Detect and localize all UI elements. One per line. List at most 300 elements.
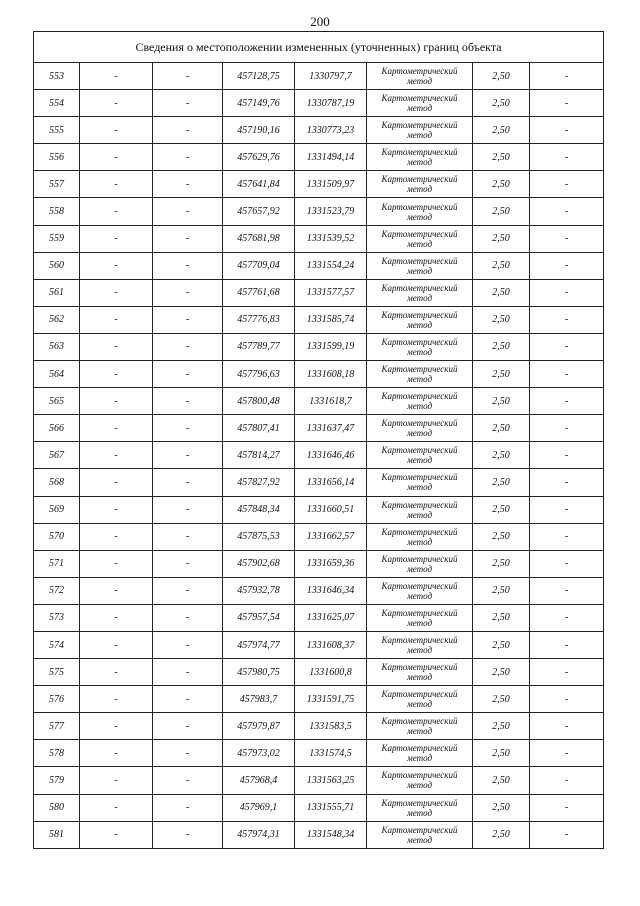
method-line-1: Картометрический bbox=[381, 255, 458, 266]
dash-cell-2: - bbox=[153, 740, 223, 767]
x-coordinate-cell: 457789,77 bbox=[223, 333, 295, 360]
dash-cell-1: - bbox=[80, 252, 153, 279]
accuracy-cell: 2,50 bbox=[473, 388, 530, 415]
point-number-cell: 578 bbox=[34, 740, 80, 767]
dash-cell-3: - bbox=[530, 279, 604, 306]
accuracy-cell: 2,50 bbox=[473, 117, 530, 144]
point-number-cell: 553 bbox=[34, 63, 80, 90]
x-coordinate-cell: 457629,76 bbox=[223, 144, 295, 171]
y-coordinate-cell: 1331646,34 bbox=[295, 577, 367, 604]
table-row bbox=[34, 198, 604, 225]
table-row bbox=[34, 144, 604, 171]
point-number-cell: 569 bbox=[34, 496, 80, 523]
y-coordinate-cell: 1331548,34 bbox=[295, 821, 367, 848]
point-number-cell: 576 bbox=[34, 686, 80, 713]
dash-cell-3: - bbox=[530, 117, 604, 144]
y-coordinate-cell: 1331494,14 bbox=[295, 144, 367, 171]
method-line-1: Картометрический bbox=[381, 228, 458, 239]
accuracy-cell: 2,50 bbox=[473, 794, 530, 821]
method-line-1: Картометрический bbox=[381, 770, 458, 781]
method-cell bbox=[367, 523, 473, 550]
point-number-cell: 566 bbox=[34, 415, 80, 442]
dash-cell-3: - bbox=[530, 794, 604, 821]
table-row bbox=[34, 469, 604, 496]
point-number-cell: 555 bbox=[34, 117, 80, 144]
dash-cell-2: - bbox=[153, 388, 223, 415]
y-coordinate-cell: 1331554,24 bbox=[295, 252, 367, 279]
method-cell bbox=[367, 550, 473, 577]
point-number-cell: 577 bbox=[34, 713, 80, 740]
dash-cell-1: - bbox=[80, 713, 153, 740]
point-number-cell: 572 bbox=[34, 577, 80, 604]
table-row bbox=[34, 550, 604, 577]
dash-cell-1: - bbox=[80, 604, 153, 631]
x-coordinate-cell: 457128,75 bbox=[223, 63, 295, 90]
method-line-2: метод bbox=[406, 374, 433, 385]
accuracy-cell: 2,50 bbox=[473, 252, 530, 279]
page-number: 200 bbox=[310, 14, 330, 29]
x-coordinate-cell: 457827,92 bbox=[223, 469, 295, 496]
point-number-cell: 562 bbox=[34, 306, 80, 333]
point-number-cell: 568 bbox=[34, 469, 80, 496]
accuracy-cell: 2,50 bbox=[473, 659, 530, 686]
method-line-1: Картометрический bbox=[381, 553, 458, 564]
point-number-cell: 556 bbox=[34, 144, 80, 171]
dash-cell-3: - bbox=[530, 713, 604, 740]
method-line-1: Картометрический bbox=[381, 472, 458, 483]
dash-cell-3: - bbox=[530, 577, 604, 604]
point-number-cell: 565 bbox=[34, 388, 80, 415]
dash-cell-3: - bbox=[530, 821, 604, 848]
table-row bbox=[34, 63, 604, 90]
method-line-1: Картометрический bbox=[381, 418, 458, 429]
table-row bbox=[34, 686, 604, 713]
method-line-2: метод bbox=[406, 238, 433, 249]
table-row bbox=[34, 442, 604, 469]
point-number-cell: 563 bbox=[34, 333, 80, 360]
point-number-cell: 560 bbox=[34, 252, 80, 279]
dash-cell-2: - bbox=[153, 63, 223, 90]
accuracy-cell: 2,50 bbox=[473, 631, 530, 658]
method-line-1: Картометрический bbox=[381, 309, 458, 320]
x-coordinate-cell: 457190,16 bbox=[223, 117, 295, 144]
table-row bbox=[34, 577, 604, 604]
table-title: Сведения о местоположении измененных (уточненных) границ объекта bbox=[34, 32, 604, 63]
boundary-coordinates-table bbox=[33, 31, 604, 849]
x-coordinate-cell: 457957,54 bbox=[223, 604, 295, 631]
table-row bbox=[34, 740, 604, 767]
method-cell bbox=[367, 713, 473, 740]
method-line-2: метод bbox=[406, 211, 433, 222]
method-line-1: Картометрический bbox=[381, 93, 458, 104]
dash-cell-2: - bbox=[153, 198, 223, 225]
table-row bbox=[34, 117, 604, 144]
dash-cell-2: - bbox=[153, 144, 223, 171]
method-cell bbox=[367, 577, 473, 604]
table-row bbox=[34, 306, 604, 333]
dash-cell-1: - bbox=[80, 90, 153, 117]
table-row bbox=[34, 361, 604, 388]
method-line-1: Картометрический bbox=[381, 391, 458, 402]
method-cell bbox=[367, 279, 473, 306]
dash-cell-1: - bbox=[80, 63, 153, 90]
y-coordinate-cell: 1331583,5 bbox=[295, 713, 367, 740]
dash-cell-1: - bbox=[80, 415, 153, 442]
table-row bbox=[34, 90, 604, 117]
x-coordinate-cell: 457681,98 bbox=[223, 225, 295, 252]
x-coordinate-cell: 457796,63 bbox=[223, 361, 295, 388]
dash-cell-1: - bbox=[80, 577, 153, 604]
dash-cell-1: - bbox=[80, 171, 153, 198]
dash-cell-1: - bbox=[80, 469, 153, 496]
method-line-1: Картометрический bbox=[381, 662, 458, 673]
dash-cell-2: - bbox=[153, 117, 223, 144]
dash-cell-1: - bbox=[80, 306, 153, 333]
dash-cell-3: - bbox=[530, 225, 604, 252]
y-coordinate-cell: 1331539,52 bbox=[295, 225, 367, 252]
dash-cell-2: - bbox=[153, 415, 223, 442]
method-line-2: метод bbox=[406, 834, 433, 845]
y-coordinate-cell: 1331637,47 bbox=[295, 415, 367, 442]
table-row bbox=[34, 415, 604, 442]
dash-cell-3: - bbox=[530, 604, 604, 631]
dash-cell-1: - bbox=[80, 198, 153, 225]
dash-cell-3: - bbox=[530, 63, 604, 90]
y-coordinate-cell: 1331608,37 bbox=[295, 631, 367, 658]
method-cell bbox=[367, 306, 473, 333]
x-coordinate-cell: 457807,41 bbox=[223, 415, 295, 442]
method-line-1: Картометрический bbox=[381, 607, 458, 618]
method-line-1: Картометрический bbox=[381, 689, 458, 700]
dash-cell-3: - bbox=[530, 550, 604, 577]
table-row bbox=[34, 821, 604, 848]
method-cell bbox=[367, 117, 473, 144]
y-coordinate-cell: 1330773,23 bbox=[295, 117, 367, 144]
y-coordinate-cell: 1331591,75 bbox=[295, 686, 367, 713]
method-line-1: Картометрический bbox=[381, 66, 458, 77]
dash-cell-3: - bbox=[530, 252, 604, 279]
table-body bbox=[34, 63, 604, 849]
y-coordinate-cell: 1331599,19 bbox=[295, 333, 367, 360]
accuracy-cell: 2,50 bbox=[473, 686, 530, 713]
dash-cell-2: - bbox=[153, 631, 223, 658]
dash-cell-3: - bbox=[530, 523, 604, 550]
method-cell bbox=[367, 144, 473, 171]
accuracy-cell: 2,50 bbox=[473, 469, 530, 496]
dash-cell-3: - bbox=[530, 90, 604, 117]
method-line-1: Картометрический bbox=[381, 120, 458, 131]
method-line-2: метод bbox=[406, 455, 433, 466]
y-coordinate-cell: 1331577,57 bbox=[295, 279, 367, 306]
method-cell bbox=[367, 225, 473, 252]
table-row bbox=[34, 767, 604, 794]
y-coordinate-cell: 1331509,97 bbox=[295, 171, 367, 198]
x-coordinate-cell: 457800,48 bbox=[223, 388, 295, 415]
table-row bbox=[34, 496, 604, 523]
dash-cell-1: - bbox=[80, 659, 153, 686]
dash-cell-1: - bbox=[80, 550, 153, 577]
x-coordinate-cell: 457641,84 bbox=[223, 171, 295, 198]
table-row bbox=[34, 225, 604, 252]
dash-cell-1: - bbox=[80, 631, 153, 658]
accuracy-cell: 2,50 bbox=[473, 198, 530, 225]
y-coordinate-cell: 1330787,19 bbox=[295, 90, 367, 117]
method-line-1: Картометрический bbox=[381, 580, 458, 591]
table-row bbox=[34, 171, 604, 198]
method-line-2: метод bbox=[406, 590, 433, 601]
point-number-cell: 567 bbox=[34, 442, 80, 469]
accuracy-cell: 2,50 bbox=[473, 415, 530, 442]
dash-cell-1: - bbox=[80, 496, 153, 523]
dash-cell-1: - bbox=[80, 333, 153, 360]
accuracy-cell: 2,50 bbox=[473, 144, 530, 171]
method-cell bbox=[367, 686, 473, 713]
y-coordinate-cell: 1331608,18 bbox=[295, 361, 367, 388]
x-coordinate-cell: 457902,68 bbox=[223, 550, 295, 577]
method-line-1: Картометрический bbox=[381, 282, 458, 293]
accuracy-cell: 2,50 bbox=[473, 225, 530, 252]
point-number-cell: 579 bbox=[34, 767, 80, 794]
method-line-1: Картометрический bbox=[381, 201, 458, 212]
y-coordinate-cell: 1331600,8 bbox=[295, 659, 367, 686]
dash-cell-2: - bbox=[153, 171, 223, 198]
method-line-2: метод bbox=[406, 428, 433, 439]
method-line-1: Картометрический bbox=[381, 499, 458, 510]
method-line-1: Картометрический bbox=[381, 635, 458, 646]
accuracy-cell: 2,50 bbox=[473, 713, 530, 740]
x-coordinate-cell: 457709,04 bbox=[223, 252, 295, 279]
point-number-cell: 557 bbox=[34, 171, 80, 198]
method-cell bbox=[367, 794, 473, 821]
method-line-2: метод bbox=[406, 265, 433, 276]
method-cell bbox=[367, 469, 473, 496]
method-line-1: Картометрический bbox=[381, 716, 458, 727]
method-line-2: метод bbox=[406, 346, 433, 357]
dash-cell-3: - bbox=[530, 306, 604, 333]
table-row bbox=[34, 713, 604, 740]
method-cell bbox=[367, 63, 473, 90]
x-coordinate-cell: 457974,77 bbox=[223, 631, 295, 658]
accuracy-cell: 2,50 bbox=[473, 333, 530, 360]
x-coordinate-cell: 457814,27 bbox=[223, 442, 295, 469]
accuracy-cell: 2,50 bbox=[473, 306, 530, 333]
accuracy-cell: 2,50 bbox=[473, 767, 530, 794]
table-row bbox=[34, 523, 604, 550]
accuracy-cell: 2,50 bbox=[473, 63, 530, 90]
dash-cell-3: - bbox=[530, 388, 604, 415]
dash-cell-1: - bbox=[80, 686, 153, 713]
dash-cell-1: - bbox=[80, 821, 153, 848]
dash-cell-2: - bbox=[153, 659, 223, 686]
y-coordinate-cell: 1331555,71 bbox=[295, 794, 367, 821]
x-coordinate-cell: 457149,76 bbox=[223, 90, 295, 117]
y-coordinate-cell: 1331523,79 bbox=[295, 198, 367, 225]
method-cell bbox=[367, 252, 473, 279]
accuracy-cell: 2,50 bbox=[473, 577, 530, 604]
dash-cell-3: - bbox=[530, 198, 604, 225]
y-coordinate-cell: 1331585,74 bbox=[295, 306, 367, 333]
dash-cell-3: - bbox=[530, 144, 604, 171]
dash-cell-3: - bbox=[530, 469, 604, 496]
method-line-2: метод bbox=[406, 401, 433, 412]
y-coordinate-cell: 1331646,46 bbox=[295, 442, 367, 469]
method-line-2: метод bbox=[406, 103, 433, 114]
dash-cell-1: - bbox=[80, 144, 153, 171]
method-line-1: Картометрический bbox=[381, 824, 458, 835]
method-line-2: метод bbox=[406, 184, 433, 195]
table-row bbox=[34, 794, 604, 821]
x-coordinate-cell: 457980,75 bbox=[223, 659, 295, 686]
dash-cell-2: - bbox=[153, 794, 223, 821]
method-cell bbox=[367, 198, 473, 225]
table-row bbox=[34, 279, 604, 306]
method-cell bbox=[367, 415, 473, 442]
point-number-cell: 554 bbox=[34, 90, 80, 117]
method-cell bbox=[367, 442, 473, 469]
x-coordinate-cell: 457848,34 bbox=[223, 496, 295, 523]
point-number-cell: 581 bbox=[34, 821, 80, 848]
method-line-2: метод bbox=[406, 292, 433, 303]
dash-cell-1: - bbox=[80, 225, 153, 252]
method-line-1: Картометрический bbox=[381, 147, 458, 158]
dash-cell-2: - bbox=[153, 333, 223, 360]
y-coordinate-cell: 1331625,07 bbox=[295, 604, 367, 631]
method-line-2: метод bbox=[406, 509, 433, 520]
dash-cell-2: - bbox=[153, 306, 223, 333]
table-row bbox=[34, 631, 604, 658]
table-row bbox=[34, 659, 604, 686]
point-number-cell: 564 bbox=[34, 361, 80, 388]
x-coordinate-cell: 457968,4 bbox=[223, 767, 295, 794]
method-cell bbox=[367, 388, 473, 415]
dash-cell-2: - bbox=[153, 821, 223, 848]
method-line-1: Картометрический bbox=[381, 364, 458, 375]
dash-cell-2: - bbox=[153, 523, 223, 550]
accuracy-cell: 2,50 bbox=[473, 496, 530, 523]
method-line-2: метод bbox=[406, 482, 433, 493]
accuracy-cell: 2,50 bbox=[473, 279, 530, 306]
dash-cell-2: - bbox=[153, 90, 223, 117]
method-line-2: метод bbox=[406, 780, 433, 791]
dash-cell-2: - bbox=[153, 550, 223, 577]
method-cell bbox=[367, 767, 473, 794]
point-number-cell: 574 bbox=[34, 631, 80, 658]
dash-cell-2: - bbox=[153, 225, 223, 252]
dash-cell-2: - bbox=[153, 442, 223, 469]
accuracy-cell: 2,50 bbox=[473, 171, 530, 198]
method-cell bbox=[367, 740, 473, 767]
method-line-1: Картометрический bbox=[381, 445, 458, 456]
method-cell bbox=[367, 90, 473, 117]
y-coordinate-cell: 1331662,57 bbox=[295, 523, 367, 550]
dash-cell-2: - bbox=[153, 361, 223, 388]
dash-cell-2: - bbox=[153, 604, 223, 631]
method-cell bbox=[367, 333, 473, 360]
dash-cell-2: - bbox=[153, 686, 223, 713]
method-line-2: метод bbox=[406, 130, 433, 141]
x-coordinate-cell: 457973,02 bbox=[223, 740, 295, 767]
dash-cell-1: - bbox=[80, 361, 153, 388]
x-coordinate-cell: 457875,53 bbox=[223, 523, 295, 550]
x-coordinate-cell: 457776,83 bbox=[223, 306, 295, 333]
table-title-row bbox=[34, 32, 604, 63]
dash-cell-1: - bbox=[80, 767, 153, 794]
dash-cell-1: - bbox=[80, 279, 153, 306]
dash-cell-1: - bbox=[80, 740, 153, 767]
method-cell bbox=[367, 604, 473, 631]
method-line-2: метод bbox=[406, 645, 433, 656]
method-line-2: метод bbox=[406, 807, 433, 818]
method-line-2: метод bbox=[406, 672, 433, 683]
method-line-2: метод bbox=[406, 563, 433, 574]
method-line-2: метод bbox=[406, 319, 433, 330]
y-coordinate-cell: 1331563,25 bbox=[295, 767, 367, 794]
x-coordinate-cell: 457657,92 bbox=[223, 198, 295, 225]
accuracy-cell: 2,50 bbox=[473, 740, 530, 767]
point-number-cell: 580 bbox=[34, 794, 80, 821]
y-coordinate-cell: 1331574,5 bbox=[295, 740, 367, 767]
dash-cell-1: - bbox=[80, 442, 153, 469]
method-line-2: метод bbox=[406, 726, 433, 737]
accuracy-cell: 2,50 bbox=[473, 442, 530, 469]
dash-cell-2: - bbox=[153, 767, 223, 794]
y-coordinate-cell: 1331660,51 bbox=[295, 496, 367, 523]
point-number-cell: 575 bbox=[34, 659, 80, 686]
y-coordinate-cell: 1330797,7 bbox=[295, 63, 367, 90]
table-row bbox=[34, 604, 604, 631]
method-line-2: метод bbox=[406, 76, 433, 87]
dash-cell-2: - bbox=[153, 469, 223, 496]
method-line-1: Картометрический bbox=[381, 336, 458, 347]
dash-cell-3: - bbox=[530, 631, 604, 658]
method-line-2: метод bbox=[406, 753, 433, 764]
method-cell bbox=[367, 821, 473, 848]
table-row bbox=[34, 252, 604, 279]
method-line-1: Картометрический bbox=[381, 526, 458, 537]
dash-cell-3: - bbox=[530, 767, 604, 794]
x-coordinate-cell: 457979,87 bbox=[223, 713, 295, 740]
x-coordinate-cell: 457983,7 bbox=[223, 686, 295, 713]
dash-cell-3: - bbox=[530, 659, 604, 686]
point-number-cell: 561 bbox=[34, 279, 80, 306]
method-line-2: метод bbox=[406, 157, 433, 168]
dash-cell-2: - bbox=[153, 713, 223, 740]
dash-cell-3: - bbox=[530, 740, 604, 767]
accuracy-cell: 2,50 bbox=[473, 550, 530, 577]
dash-cell-3: - bbox=[530, 415, 604, 442]
dash-cell-1: - bbox=[80, 794, 153, 821]
point-number-cell: 559 bbox=[34, 225, 80, 252]
dash-cell-3: - bbox=[530, 361, 604, 388]
accuracy-cell: 2,50 bbox=[473, 523, 530, 550]
y-coordinate-cell: 1331656,14 bbox=[295, 469, 367, 496]
dash-cell-2: - bbox=[153, 577, 223, 604]
method-cell bbox=[367, 631, 473, 658]
table-row bbox=[34, 333, 604, 360]
dash-cell-2: - bbox=[153, 252, 223, 279]
point-number-cell: 573 bbox=[34, 604, 80, 631]
x-coordinate-cell: 457969,1 bbox=[223, 794, 295, 821]
point-number-cell: 571 bbox=[34, 550, 80, 577]
dash-cell-3: - bbox=[530, 171, 604, 198]
dash-cell-3: - bbox=[530, 442, 604, 469]
dash-cell-3: - bbox=[530, 686, 604, 713]
method-line-1: Картометрический bbox=[381, 174, 458, 185]
accuracy-cell: 2,50 bbox=[473, 821, 530, 848]
method-line-2: метод bbox=[406, 617, 433, 628]
method-line-1: Картометрический bbox=[381, 797, 458, 808]
method-line-2: метод bbox=[406, 536, 433, 547]
